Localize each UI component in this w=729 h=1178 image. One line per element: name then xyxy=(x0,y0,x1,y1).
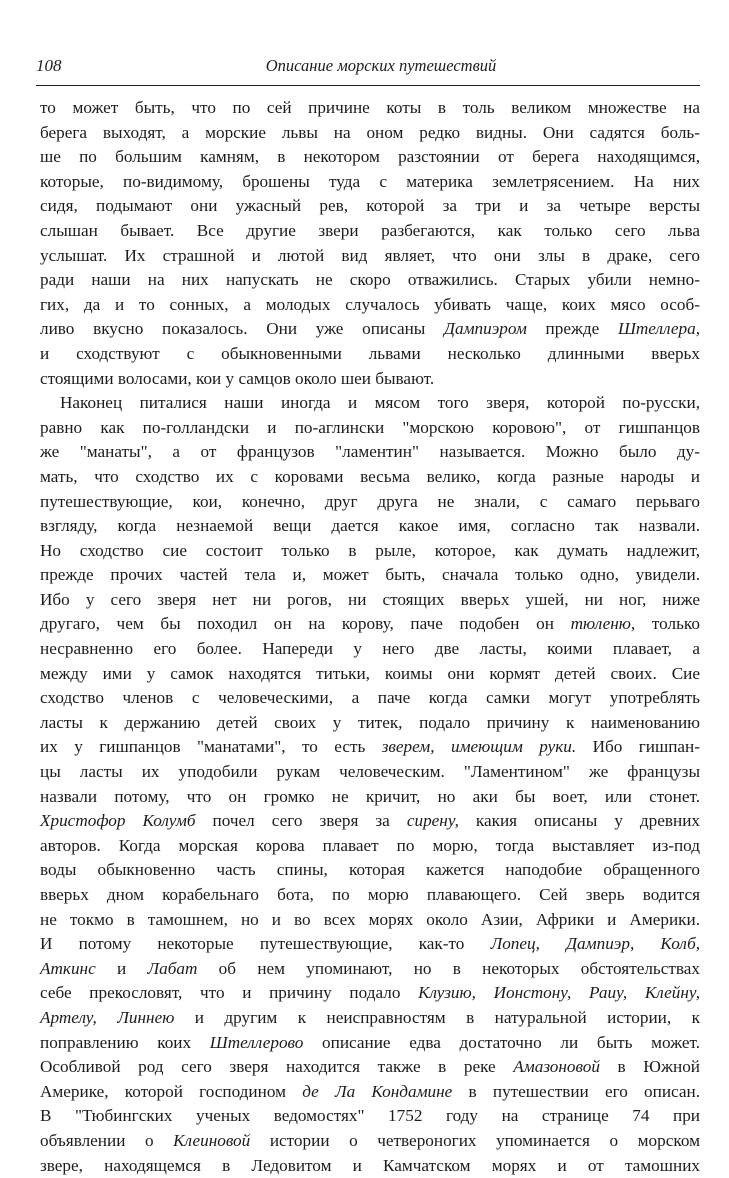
italic-text: де Ла Кондамине xyxy=(302,1081,453,1101)
text-line xyxy=(40,760,700,785)
text-segment: В "Тюбингских ученых ведомостях" 1752 году на странице 74 при xyxy=(40,1106,700,1126)
text-line xyxy=(40,244,700,269)
text-segment: об нем упоминают, но в некоторых обстоятельствах xyxy=(197,958,700,978)
text-line xyxy=(40,981,700,1006)
text-line xyxy=(40,416,700,441)
text-line xyxy=(40,490,700,515)
text-line xyxy=(40,809,700,834)
text-segment: ради наши на них напускать не скоро отважились. Старых убили немно- xyxy=(40,270,700,290)
text-line xyxy=(40,908,700,933)
text-line xyxy=(40,1080,700,1105)
text-segment: прежде прочих частей тела и, может быть, сначала только одно, увидели. xyxy=(40,565,700,585)
text-line xyxy=(40,219,700,244)
italic-text: сирену, xyxy=(406,811,459,831)
text-line xyxy=(40,317,700,342)
text-segment: авторов. Когда морская корова плавает по морю, тогда выставляет из-под xyxy=(40,835,700,855)
text-line xyxy=(40,588,700,613)
text-segment: Особливой род сего зверя находится также в реке xyxy=(40,1057,514,1077)
text-line xyxy=(40,563,700,588)
text-line xyxy=(40,1154,700,1178)
text-line xyxy=(40,711,700,736)
italic-text: Дампиэром xyxy=(444,319,527,339)
text-segment: гих, да и то сонных, а молодых случалось убивать чаще, коих мясо особ- xyxy=(40,294,700,314)
text-segment: стоящими волосами, кои у самцов около шеи бывают. xyxy=(40,368,435,388)
text-line xyxy=(40,170,700,195)
text-line xyxy=(40,1129,700,1154)
italic-text: Аткинс xyxy=(40,958,96,978)
text-segment: не токмо в тамошнем, но и во всех морях около Азии, Африки и Америки. xyxy=(40,909,700,929)
text-line xyxy=(40,121,700,146)
italic-text: зверем, имеющим руки. xyxy=(381,737,577,757)
text-segment: в путешествии его описан. xyxy=(452,1081,700,1101)
text-line xyxy=(40,539,700,564)
italic-text: Клеиновой xyxy=(173,1130,251,1150)
italic-text: тюленю, xyxy=(570,614,636,634)
italic-text: Клузию, Ионстону, Раиу, Клейну, xyxy=(418,983,700,1003)
text-line xyxy=(40,686,700,711)
text-segment: воды обыкновенно часть спины, которая кажется наподобие обращенного xyxy=(40,860,700,880)
text-segment: вверьх дном корабельнаго бота, по морю плавающего. Сей зверь водится xyxy=(40,885,700,904)
text-segment: взгляду, когда незнаемой вещи дается какое имя, согласно так назвали. xyxy=(40,516,700,536)
italic-text: Амазоновой xyxy=(513,1057,600,1077)
text-line xyxy=(40,883,700,908)
text-segment: описание едва достаточно ли быть может. xyxy=(303,1032,700,1052)
text-line xyxy=(40,932,700,957)
text-line xyxy=(40,1031,700,1056)
text-line xyxy=(40,785,700,810)
text-segment: сидя, подымают они ужасный рев, которой за три и за четыре версты xyxy=(40,196,700,216)
text-segment: их у гишпанцов "манатами", то есть xyxy=(40,737,382,757)
text-segment: назвали потому, что он громко не кричит, но аки бы воет, или стонет. xyxy=(40,786,700,806)
text-segment: поправлению коих xyxy=(40,1032,210,1052)
text-line xyxy=(40,612,700,637)
text-segment: и другим к неисправностям в натуральной истории, к xyxy=(174,1007,700,1027)
text-segment: другаго, чем бы походил он на корову, паче подобен он xyxy=(40,614,571,634)
text-line xyxy=(40,440,700,465)
text-segment: почел сего зверя за xyxy=(195,811,407,831)
text-segment: цы ласты их уподобили рукам человеческим. "Ламентином" же французы xyxy=(40,762,700,782)
text-line xyxy=(40,637,700,662)
running-title: Описание морских путешествий xyxy=(265,56,497,75)
text-segment: ше по большим камням, в некотором разстоянии от берега находящимся, xyxy=(40,147,700,167)
text-line xyxy=(40,514,700,539)
italic-text: Лопец, Дампиэр, Колб, xyxy=(490,934,701,954)
text-line xyxy=(40,96,700,121)
text-line xyxy=(40,194,700,219)
page-number: 108 xyxy=(36,56,62,75)
italic-text: Артелу, Линнею xyxy=(40,1007,175,1027)
italic-text: Лабат xyxy=(147,958,198,978)
text-segment: ливо вкусно показалось. Они уже описаны xyxy=(40,319,445,339)
text-line xyxy=(40,1006,700,1031)
text-segment: себе прекословят, что и причину подало xyxy=(40,983,419,1003)
text-segment: сходство членов с человеческими, а паче когда самки могут употреблять xyxy=(40,688,700,708)
text-segment: прежде xyxy=(526,319,618,339)
text-line xyxy=(40,391,700,416)
text-line xyxy=(40,858,700,883)
text-line xyxy=(40,834,700,859)
text-segment: И потому некоторые путешествующие, как-то xyxy=(40,934,491,954)
text-segment: объявлении о xyxy=(40,1130,174,1150)
text-line xyxy=(40,1055,700,1080)
text-segment: мать, что сходство их с коровами весьма велико, когда разные народы и xyxy=(40,466,700,486)
text-segment: берега выходят, а морские львы на оном редко видны. Они садятся боль- xyxy=(40,122,700,142)
text-segment: несравненно его более. Напереди у него две ласты, коими плавает, а xyxy=(40,639,700,659)
text-segment: которые, по-видимому, брошены туда с материка землетрясением. На них xyxy=(40,171,700,191)
text-segment: Ибо гишпан- xyxy=(576,737,700,757)
text-line xyxy=(40,1104,700,1129)
text-segment: звере, находящемся в Ледовитом и Камчатском морях и от тамошних xyxy=(40,1155,700,1175)
text-segment: Ибо у сего зверя нет ни рогов, ни стоящих вверьх ушей, ни ног, ниже xyxy=(40,589,700,609)
text-segment: какия описаны у древних xyxy=(458,811,701,831)
text-line xyxy=(40,957,700,982)
text-segment: же "манаты", а от французов "ламентин" называется. Можно было ду- xyxy=(40,442,700,462)
text-segment: только xyxy=(635,614,700,634)
page-header xyxy=(36,56,698,80)
text-segment: то может быть, что по сей причине коты в толь великом множестве на xyxy=(40,98,700,117)
text-line xyxy=(40,735,700,760)
text-segment: услышат. Их страшной и лютой вид являет, что они злы в драке, сего xyxy=(40,245,700,265)
italic-text: Штеллерово xyxy=(209,1032,304,1052)
text-segment: между ими у самок находятся титьки, коимы они кормят детей своих. Сие xyxy=(40,663,700,683)
header-rule xyxy=(36,85,700,86)
text-segment: и сходствуют с обыкновенными львами несколько длинными вверьх xyxy=(40,343,700,363)
text-segment: в Южной xyxy=(599,1057,700,1077)
text-segment: Наконец питалися наши иногда и мясом того зверя, которой по-русски, xyxy=(60,393,700,413)
text-line xyxy=(40,268,700,293)
text-line xyxy=(40,465,700,490)
italic-text: Христофор Колумб xyxy=(40,811,196,831)
text-segment: путешествующие, кои, конечно, друг друга не знали, с самаго перьваго xyxy=(40,491,700,511)
text-segment: равно как по-голландски и по-аглински "морскою коровою", от гишпанцов xyxy=(40,417,700,437)
body-text xyxy=(40,96,700,1178)
text-line xyxy=(40,342,700,367)
text-line xyxy=(40,662,700,687)
text-line xyxy=(40,367,700,392)
text-segment: Но сходство сие состоит только в рыле, которое, как думать надлежит, xyxy=(40,540,700,560)
text-segment: истории о четвероногих упоминается о морском xyxy=(250,1130,700,1150)
text-segment: Америке, которой господином xyxy=(40,1081,303,1101)
text-segment: ласты к держанию детей своих у титек, подало причину к наименованию xyxy=(40,712,700,732)
text-segment: слышан бывает. Все другие звери разбегаются, как только сего льва xyxy=(40,220,700,240)
text-segment: и xyxy=(95,958,148,978)
text-line xyxy=(40,293,700,318)
text-line xyxy=(40,145,700,170)
italic-text: Штеллера, xyxy=(617,319,701,339)
